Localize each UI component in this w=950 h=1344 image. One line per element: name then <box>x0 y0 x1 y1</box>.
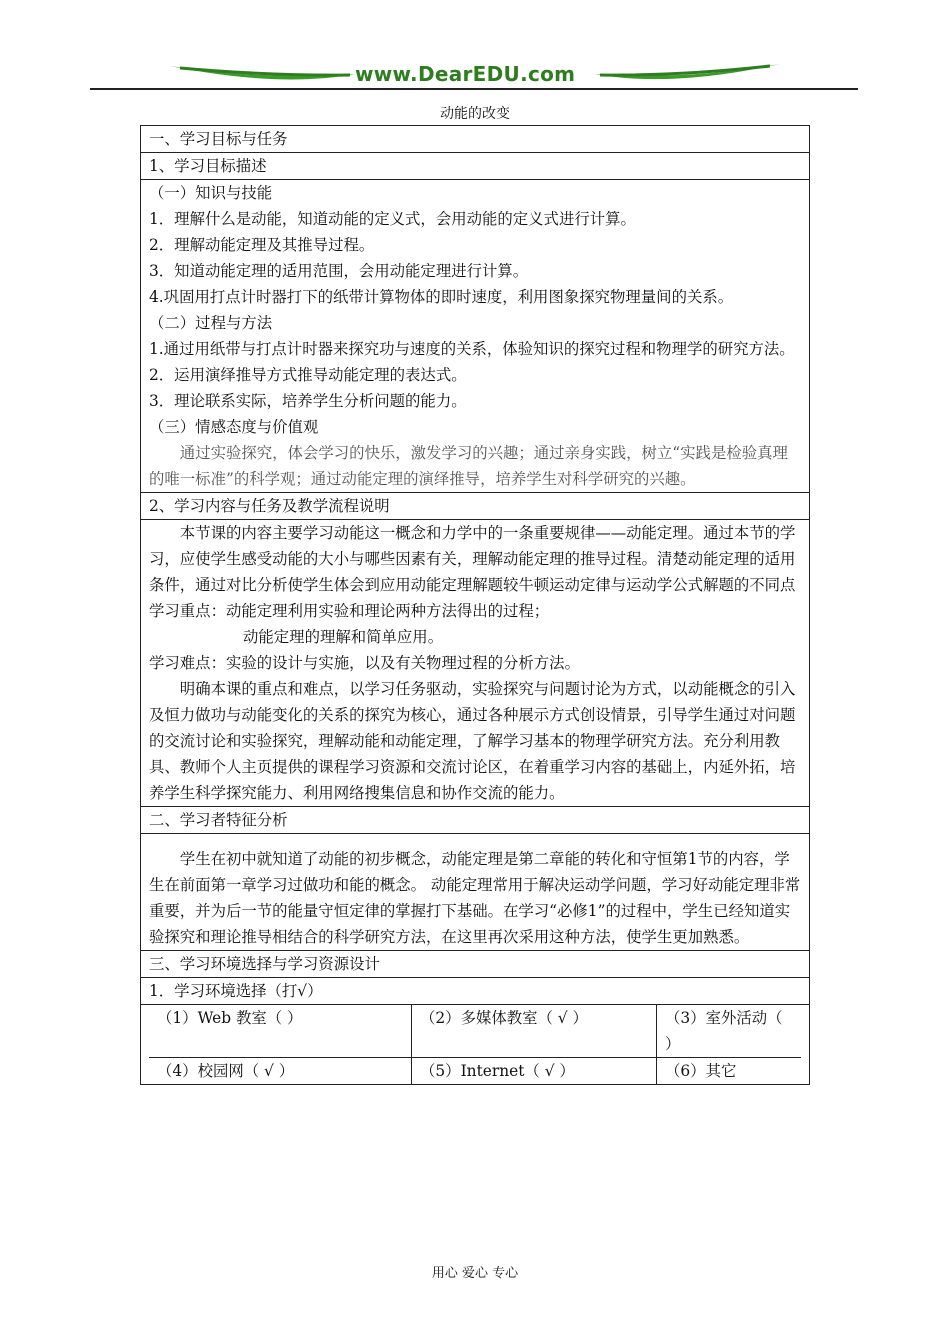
doc-title: 动能的改变 <box>440 106 510 122</box>
goals-cell <box>141 180 810 493</box>
section-heading-1: 一、学习目标与任务 <box>141 126 810 153</box>
key-point: 动能定理的理解和简单应用。 <box>243 628 444 646</box>
env-option-outdoor: （3）室外活动（ ） <box>665 1009 783 1053</box>
knowledge-item: 4.巩固用打点计时器打下的纸带计算物体的即时速度，利用图象探究物理量间的关系。 <box>149 288 734 306</box>
knowledge-item: 1．理解什么是动能，知道动能的定义式，会用动能的定义式进行计算。 <box>149 210 636 228</box>
key-points-line <box>149 598 801 624</box>
page-footer: 用心 爱心 专心 <box>431 1266 519 1281</box>
subsection-heading-goals: 1、学习目标描述 <box>141 153 810 180</box>
knowledge-item: 3．知道动能定理的适用范围，会用动能定理进行计算。 <box>149 262 529 280</box>
knowledge-item: 2．理解动能定理及其推导过程。 <box>149 236 375 254</box>
attitude-heading: （三）情感态度与价值观 <box>149 418 319 436</box>
key-points-label: 学习重点： <box>149 602 226 620</box>
section-heading-3: 三、学习环境选择与学习资源设计 <box>141 951 810 978</box>
subsection-heading-content: 2、学习内容与任务及教学流程说明 <box>141 493 810 520</box>
attitude-text: 通过实验探究，体会学习的快乐，激发学习的兴趣；通过亲身实践，树立“实践是检验真理的唯一标准”的科学观；通过动能定理的演绎推导，培养学生对科学研究的兴趣。 <box>149 444 788 488</box>
process-item: 2．运用演绎推导方式推导动能定理的表达式。 <box>149 366 467 384</box>
key-point: 动能定理利用实验和理论两种方法得出的过程； <box>225 602 550 620</box>
content-paragraph: 明确本课的重点和难点，以学习任务驱动，实验探究与问题讨论为方式，以动能概念的引入及恒力做功与动能变化的关系的探究为核心，通过各种展示方式创设情景，引导学生通过对问题的交流讨论和实验探究，理解动能和动能定理，了解学习基本的物理学研究方法。充分利用教具、教师个人主页提供的课程学习资源和交流讨论区，在着重学习内容的基础上，内延外拓，培养学生科学探究能力、利用网络搜集信息和协作交流的能力。 <box>149 680 796 802</box>
env-option-multimedia: （2）多媒体教室（ √ ） <box>412 1005 657 1058</box>
process-heading: （二）过程与方法 <box>149 314 273 332</box>
env-options-table <box>149 1005 801 1084</box>
difficulty-line <box>149 650 801 676</box>
difficulty-text: 实验的设计与实施，以及有关物理过程的分析方法。 <box>225 654 580 672</box>
env-options-cell <box>141 1005 810 1085</box>
learner-text: 学生在初中就知道了动能的初步概念，动能定理是第二章能的转化和守恒第1节的内容，学生在前面第一章学习过做功和能的概念。 动能定理常用于解决运动学问题，学习好动能定理非常重要，并为后一节的能量守恒定律的掌握打下基础。在学习“必修1”的过程中，学生已经知道实验探究和理论推导相结合的科学研究方法，在这里再次采用这种方法，使学生更加熟悉。 <box>149 850 801 946</box>
env-option-internet: （5）Internet（ √ ） <box>412 1058 657 1085</box>
env-option-web: （1）Web 教室（ ） <box>149 1005 412 1058</box>
difficulty-label: 学习难点： <box>149 654 226 672</box>
process-item: 3．理论联系实际，培养学生分析问题的能力。 <box>149 392 467 410</box>
header-rule <box>90 88 858 90</box>
section-heading-2: 二、学习者特征分析 <box>141 807 810 834</box>
env-option-campus: （4）校园网（ √ ） <box>149 1058 412 1085</box>
learner-cell <box>141 834 810 951</box>
env-heading: 1．学习环境选择（打√） <box>141 978 810 1005</box>
plan-table <box>140 125 810 1085</box>
env-option-other: （6）其它 <box>665 1062 737 1080</box>
content-paragraph: 本节课的内容主要学习动能这一概念和力学中的一条重要规律——动能定理。通过本节的学习，应使学生感受动能的大小与哪些因素有关，理解动能定理的推导过程。清楚动能定理的适用条件，通过对比分析使学生体会到应用动能定理解题较牛顿运动定律与运动学公式解题的不同点 <box>149 524 796 594</box>
content-cell <box>141 520 810 807</box>
knowledge-heading: （一）知识与技能 <box>149 184 273 202</box>
process-item: 1.通过用纸带与打点计时器来探究功与速度的关系，体验知识的探究过程和物理学的研究方法。 <box>149 340 795 358</box>
site-banner-logo: www.DearEDU.com <box>355 62 576 86</box>
